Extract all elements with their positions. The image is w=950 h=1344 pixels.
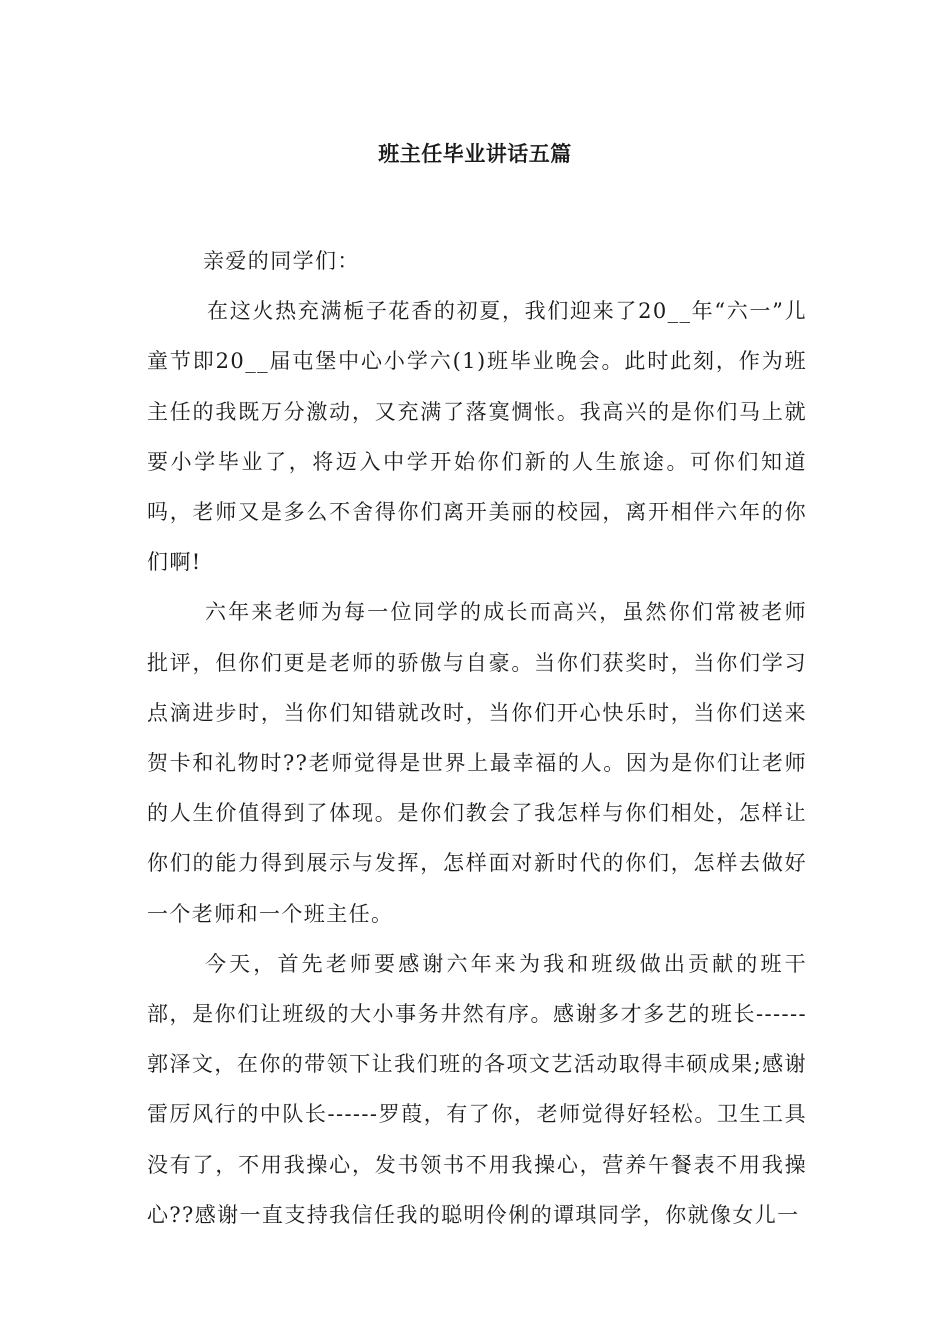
greeting: 亲爱的同学们： xyxy=(203,249,360,273)
paragraph-1: 在这火热充满栀子花香的初夏，我们迎来了20__年“六一”儿童节即20__届屯堡中心小学六(1)班毕业晚会。此时此刻，作为班主任的我既万分激动，又充满了落寞惆怅。我高兴的是你们马上就要小学毕业了，将迈入中学开始你们新的人生旅途。可你们知道吗，老师又是多么不舍得你们离开美丽的校园，离开相伴六年的你们啊! xyxy=(147,299,807,575)
document-title: 班主任毕业讲话五篇 xyxy=(378,142,572,166)
paragraph-2: 六年来老师为每一位同学的成长而高兴，虽然你们常被老师批评，但你们更是老师的骄傲与自豪。当你们获奖时，当你们学习点滴进步时，当你们知错就改时，当你们开心快乐时，当你们送来贺卡和礼物时??老师觉得是世界上最幸福的人。因为是你们让老师的人生价值得到了体现。是你们教会了我怎样与你们相处，怎样让你们的能力得到展示与发挥，怎样面对新时代的你们，怎样去做好一个老师和一个班主任。 xyxy=(147,600,807,926)
document-body xyxy=(147,236,807,1240)
paragraph-3: 今天，首先老师要感谢六年来为我和班级做出贡献的班干部，是你们让班级的大小事务井然有序。感谢多才多艺的班长------郭泽文，在你的带领下让我们班的各项文艺活动取得丰硕成果;感谢雷厉风行的中队长------罗葭，有了你，老师觉得好轻松。卫生工具没有了，不用我操心，发书领书不用我操心，营养午餐表不用我操心??感谢一直支持我信任我的聪明伶俐的谭琪同学，你就像女儿一 xyxy=(147,951,807,1227)
